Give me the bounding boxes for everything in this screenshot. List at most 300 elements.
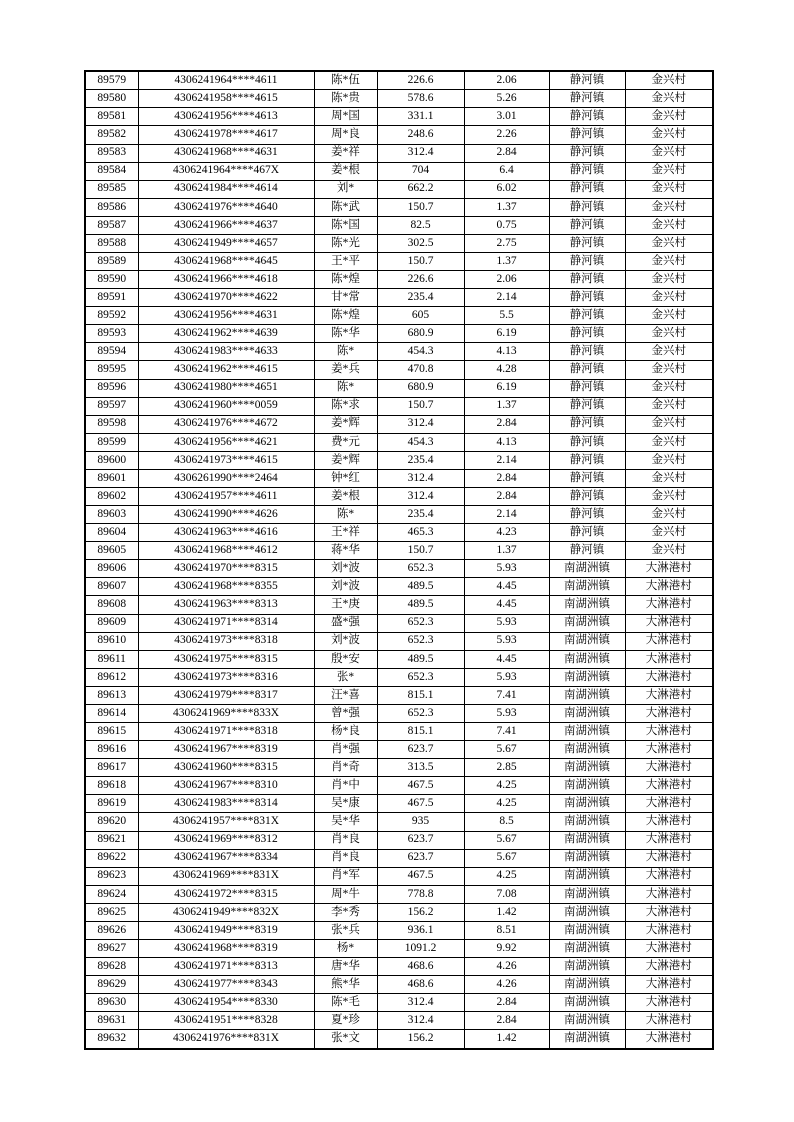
cell-town: 静河镇	[549, 180, 625, 198]
cell-masked-name: 陈*煌	[314, 271, 377, 289]
cell-amount: 704	[377, 162, 464, 180]
cell-village: 金兴村	[625, 216, 713, 234]
cell-masked-id-number: 4306241969****831X	[138, 867, 314, 885]
cell-village: 大淋港村	[625, 614, 713, 632]
cell-row-number: 89625	[85, 903, 138, 921]
cell-masked-id-number: 4306241990****4626	[138, 506, 314, 524]
cell-amount: 226.6	[377, 71, 464, 90]
cell-secondary-amount: 2.84	[464, 1012, 549, 1030]
cell-masked-id-number: 4306241969****833X	[138, 704, 314, 722]
cell-row-number: 89617	[85, 759, 138, 777]
cell-village: 大淋港村	[625, 668, 713, 686]
cell-village: 大淋港村	[625, 903, 713, 921]
cell-secondary-amount: 7.08	[464, 885, 549, 903]
cell-secondary-amount: 4.23	[464, 524, 549, 542]
cell-masked-name: 姜*根	[314, 162, 377, 180]
cell-town: 静河镇	[549, 144, 625, 162]
cell-village: 金兴村	[625, 469, 713, 487]
table-row	[85, 1012, 713, 1030]
table-row	[85, 542, 713, 560]
cell-masked-name: 陈*贵	[314, 90, 377, 108]
cell-row-number: 89611	[85, 650, 138, 668]
cell-secondary-amount: 5.26	[464, 90, 549, 108]
cell-town: 静河镇	[549, 415, 625, 433]
cell-amount: 936.1	[377, 921, 464, 939]
cell-town: 静河镇	[549, 90, 625, 108]
cell-amount: 623.7	[377, 741, 464, 759]
cell-masked-id-number: 4306241971****8318	[138, 723, 314, 741]
cell-row-number: 89612	[85, 668, 138, 686]
cell-row-number: 89596	[85, 379, 138, 397]
cell-town: 静河镇	[549, 524, 625, 542]
cell-masked-id-number: 4306241964****4611	[138, 71, 314, 90]
cell-town: 南湖洲镇	[549, 578, 625, 596]
table-row	[85, 488, 713, 506]
cell-masked-name: 肖*中	[314, 777, 377, 795]
cell-village: 金兴村	[625, 488, 713, 506]
cell-masked-id-number: 4306241970****4622	[138, 289, 314, 307]
cell-amount: 235.4	[377, 506, 464, 524]
cell-village: 大淋港村	[625, 958, 713, 976]
table-row	[85, 289, 713, 307]
cell-amount: 815.1	[377, 686, 464, 704]
cell-masked-id-number: 4306241963****8313	[138, 596, 314, 614]
table-row	[85, 596, 713, 614]
cell-masked-name: 姜*辉	[314, 451, 377, 469]
cell-masked-name: 姜*根	[314, 488, 377, 506]
table-row	[85, 958, 713, 976]
cell-masked-name: 刘*波	[314, 578, 377, 596]
cell-secondary-amount: 5.93	[464, 614, 549, 632]
cell-town: 静河镇	[549, 253, 625, 271]
cell-row-number: 89581	[85, 108, 138, 126]
cell-masked-id-number: 4306261990****2464	[138, 469, 314, 487]
cell-town: 静河镇	[549, 71, 625, 90]
cell-town: 南湖洲镇	[549, 831, 625, 849]
cell-village: 大淋港村	[625, 849, 713, 867]
cell-masked-id-number: 4306241960****8315	[138, 759, 314, 777]
cell-village: 大淋港村	[625, 596, 713, 614]
cell-amount: 156.2	[377, 1030, 464, 1049]
table-row	[85, 885, 713, 903]
cell-row-number: 89601	[85, 469, 138, 487]
cell-masked-name: 肖*良	[314, 831, 377, 849]
cell-town: 南湖洲镇	[549, 976, 625, 994]
cell-secondary-amount: 1.37	[464, 397, 549, 415]
cell-amount: 623.7	[377, 849, 464, 867]
table-row	[85, 343, 713, 361]
cell-row-number: 89624	[85, 885, 138, 903]
table-row	[85, 614, 713, 632]
cell-town: 南湖洲镇	[549, 849, 625, 867]
cell-town: 静河镇	[549, 198, 625, 216]
cell-village: 大淋港村	[625, 921, 713, 939]
cell-town: 静河镇	[549, 289, 625, 307]
cell-town: 静河镇	[549, 271, 625, 289]
cell-town: 南湖洲镇	[549, 650, 625, 668]
table-row	[85, 71, 713, 90]
cell-amount: 652.3	[377, 704, 464, 722]
cell-town: 南湖洲镇	[549, 939, 625, 957]
cell-amount: 235.4	[377, 451, 464, 469]
cell-masked-name: 陈*华	[314, 325, 377, 343]
cell-village: 金兴村	[625, 198, 713, 216]
cell-secondary-amount: 4.45	[464, 578, 549, 596]
cell-row-number: 89620	[85, 813, 138, 831]
cell-town: 南湖洲镇	[549, 813, 625, 831]
cell-town: 静河镇	[549, 397, 625, 415]
table-row	[85, 976, 713, 994]
table-row	[85, 506, 713, 524]
cell-secondary-amount: 4.26	[464, 976, 549, 994]
cell-amount: 82.5	[377, 216, 464, 234]
cell-amount: 467.5	[377, 777, 464, 795]
cell-secondary-amount: 4.26	[464, 958, 549, 976]
cell-secondary-amount: 8.51	[464, 921, 549, 939]
cell-row-number: 89599	[85, 433, 138, 451]
cell-town: 南湖洲镇	[549, 759, 625, 777]
cell-town: 南湖洲镇	[549, 795, 625, 813]
cell-village: 金兴村	[625, 90, 713, 108]
cell-town: 静河镇	[549, 162, 625, 180]
cell-amount: 302.5	[377, 234, 464, 252]
cell-village: 金兴村	[625, 415, 713, 433]
cell-amount: 465.3	[377, 524, 464, 542]
cell-masked-name: 刘*	[314, 180, 377, 198]
table-row	[85, 632, 713, 650]
cell-village: 大淋港村	[625, 741, 713, 759]
cell-secondary-amount: 4.45	[464, 650, 549, 668]
table-row	[85, 469, 713, 487]
cell-town: 静河镇	[549, 361, 625, 379]
cell-masked-id-number: 4306241949****8319	[138, 921, 314, 939]
cell-masked-name: 蒋*华	[314, 542, 377, 560]
cell-secondary-amount: 4.25	[464, 867, 549, 885]
table-row	[85, 144, 713, 162]
cell-secondary-amount: 2.84	[464, 994, 549, 1012]
cell-amount: 652.3	[377, 668, 464, 686]
cell-secondary-amount: 8.5	[464, 813, 549, 831]
cell-masked-name: 甘*常	[314, 289, 377, 307]
cell-masked-id-number: 4306241956****4613	[138, 108, 314, 126]
table-row	[85, 686, 713, 704]
cell-secondary-amount: 5.93	[464, 632, 549, 650]
table-row	[85, 560, 713, 578]
table-row	[85, 813, 713, 831]
cell-village: 金兴村	[625, 162, 713, 180]
cell-masked-id-number: 4306241967****8319	[138, 741, 314, 759]
cell-row-number: 89606	[85, 560, 138, 578]
cell-town: 南湖洲镇	[549, 903, 625, 921]
cell-masked-id-number: 4306241957****4611	[138, 488, 314, 506]
cell-amount: 150.7	[377, 397, 464, 415]
cell-town: 南湖洲镇	[549, 885, 625, 903]
cell-masked-id-number: 4306241963****4616	[138, 524, 314, 542]
cell-masked-id-number: 4306241958****4615	[138, 90, 314, 108]
cell-town: 南湖洲镇	[549, 994, 625, 1012]
cell-masked-id-number: 4306241968****4612	[138, 542, 314, 560]
cell-row-number: 89619	[85, 795, 138, 813]
cell-secondary-amount: 5.5	[464, 307, 549, 325]
cell-town: 静河镇	[549, 506, 625, 524]
cell-masked-id-number: 4306241978****4617	[138, 126, 314, 144]
cell-secondary-amount: 2.84	[464, 469, 549, 487]
table-row	[85, 361, 713, 379]
cell-secondary-amount: 7.41	[464, 686, 549, 704]
cell-town: 南湖洲镇	[549, 867, 625, 885]
cell-masked-name: 杨*良	[314, 723, 377, 741]
cell-village: 金兴村	[625, 307, 713, 325]
cell-village: 金兴村	[625, 524, 713, 542]
cell-secondary-amount: 1.37	[464, 198, 549, 216]
cell-masked-name: 王*祥	[314, 524, 377, 542]
cell-masked-id-number: 4306241970****8315	[138, 560, 314, 578]
cell-amount: 778.8	[377, 885, 464, 903]
cell-row-number: 89600	[85, 451, 138, 469]
cell-town: 南湖洲镇	[549, 614, 625, 632]
cell-amount: 312.4	[377, 1012, 464, 1030]
cell-secondary-amount: 1.37	[464, 253, 549, 271]
table-row	[85, 433, 713, 451]
table-row	[85, 198, 713, 216]
cell-masked-id-number: 4306241980****4651	[138, 379, 314, 397]
cell-row-number: 89632	[85, 1030, 138, 1049]
cell-row-number: 89579	[85, 71, 138, 90]
cell-village: 大淋港村	[625, 994, 713, 1012]
cell-masked-name: 杨*	[314, 939, 377, 957]
cell-village: 金兴村	[625, 126, 713, 144]
cell-row-number: 89588	[85, 234, 138, 252]
cell-town: 南湖洲镇	[549, 1012, 625, 1030]
cell-masked-name: 周*良	[314, 126, 377, 144]
cell-masked-name: 陈*煌	[314, 307, 377, 325]
cell-amount: 489.5	[377, 650, 464, 668]
cell-row-number: 89584	[85, 162, 138, 180]
cell-masked-id-number: 4306241967****8310	[138, 777, 314, 795]
cell-masked-name: 王*庚	[314, 596, 377, 614]
cell-amount: 312.4	[377, 994, 464, 1012]
table-row	[85, 741, 713, 759]
cell-village: 大淋港村	[625, 1012, 713, 1030]
cell-amount: 454.3	[377, 343, 464, 361]
cell-masked-name: 陈*毛	[314, 994, 377, 1012]
cell-masked-id-number: 4306241966****4637	[138, 216, 314, 234]
cell-masked-id-number: 4306241968****8355	[138, 578, 314, 596]
cell-row-number: 89614	[85, 704, 138, 722]
cell-masked-name: 陈*武	[314, 198, 377, 216]
table-row	[85, 108, 713, 126]
cell-secondary-amount: 0.75	[464, 216, 549, 234]
cell-masked-name: 张*兵	[314, 921, 377, 939]
cell-masked-name: 肖*强	[314, 741, 377, 759]
cell-secondary-amount: 7.41	[464, 723, 549, 741]
cell-row-number: 89592	[85, 307, 138, 325]
table-row	[85, 180, 713, 198]
cell-row-number: 89593	[85, 325, 138, 343]
cell-masked-id-number: 4306241973****8318	[138, 632, 314, 650]
cell-row-number: 89629	[85, 976, 138, 994]
cell-row-number: 89618	[85, 777, 138, 795]
cell-amount: 454.3	[377, 433, 464, 451]
cell-row-number: 89608	[85, 596, 138, 614]
cell-amount: 312.4	[377, 488, 464, 506]
cell-masked-name: 陈*	[314, 506, 377, 524]
cell-village: 大淋港村	[625, 867, 713, 885]
cell-amount: 226.6	[377, 271, 464, 289]
cell-masked-id-number: 4306241983****8314	[138, 795, 314, 813]
cell-row-number: 89628	[85, 958, 138, 976]
cell-amount: 652.3	[377, 560, 464, 578]
table-row	[85, 415, 713, 433]
table-row	[85, 126, 713, 144]
cell-amount: 815.1	[377, 723, 464, 741]
cell-masked-id-number: 4306241975****8315	[138, 650, 314, 668]
cell-row-number: 89604	[85, 524, 138, 542]
cell-town: 静河镇	[549, 216, 625, 234]
cell-town: 静河镇	[549, 234, 625, 252]
cell-masked-id-number: 4306241976****831X	[138, 1030, 314, 1049]
cell-row-number: 89582	[85, 126, 138, 144]
cell-row-number: 89622	[85, 849, 138, 867]
cell-town: 静河镇	[549, 469, 625, 487]
cell-masked-name: 刘*波	[314, 560, 377, 578]
cell-row-number: 89621	[85, 831, 138, 849]
cell-village: 大淋港村	[625, 650, 713, 668]
cell-town: 南湖洲镇	[549, 777, 625, 795]
cell-masked-name: 周*牛	[314, 885, 377, 903]
table-row	[85, 307, 713, 325]
cell-secondary-amount: 5.93	[464, 668, 549, 686]
cell-secondary-amount: 6.19	[464, 325, 549, 343]
cell-village: 大淋港村	[625, 704, 713, 722]
cell-secondary-amount: 5.67	[464, 741, 549, 759]
cell-row-number: 89590	[85, 271, 138, 289]
cell-town: 静河镇	[549, 379, 625, 397]
table-row	[85, 795, 713, 813]
cell-row-number: 89605	[85, 542, 138, 560]
cell-masked-name: 陈*求	[314, 397, 377, 415]
cell-row-number: 89589	[85, 253, 138, 271]
table-row	[85, 253, 713, 271]
cell-masked-name: 刘*波	[314, 632, 377, 650]
cell-secondary-amount: 5.67	[464, 849, 549, 867]
cell-masked-name: 陈*	[314, 343, 377, 361]
cell-amount: 470.8	[377, 361, 464, 379]
cell-amount: 312.4	[377, 415, 464, 433]
cell-town: 南湖洲镇	[549, 723, 625, 741]
cell-village: 金兴村	[625, 379, 713, 397]
cell-village: 金兴村	[625, 397, 713, 415]
cell-row-number: 89594	[85, 343, 138, 361]
cell-town: 南湖洲镇	[549, 686, 625, 704]
cell-row-number: 89631	[85, 1012, 138, 1030]
cell-amount: 680.9	[377, 379, 464, 397]
cell-town: 南湖洲镇	[549, 596, 625, 614]
cell-masked-name: 钟*红	[314, 469, 377, 487]
cell-amount: 312.4	[377, 469, 464, 487]
table-row	[85, 1030, 713, 1049]
cell-village: 大淋港村	[625, 976, 713, 994]
table-row	[85, 451, 713, 469]
cell-masked-name: 陈*伍	[314, 71, 377, 90]
cell-amount: 468.6	[377, 976, 464, 994]
cell-masked-id-number: 4306241956****4621	[138, 433, 314, 451]
cell-secondary-amount: 2.06	[464, 271, 549, 289]
cell-town: 南湖洲镇	[549, 560, 625, 578]
cell-row-number: 89597	[85, 397, 138, 415]
cell-village: 大淋港村	[625, 632, 713, 650]
cell-secondary-amount: 5.67	[464, 831, 549, 849]
cell-secondary-amount: 2.85	[464, 759, 549, 777]
cell-town: 南湖洲镇	[549, 1030, 625, 1049]
table-row	[85, 759, 713, 777]
table-row	[85, 849, 713, 867]
cell-town: 南湖洲镇	[549, 632, 625, 650]
table-row	[85, 524, 713, 542]
cell-village: 大淋港村	[625, 939, 713, 957]
cell-masked-name: 李*秀	[314, 903, 377, 921]
table-row	[85, 379, 713, 397]
cell-masked-name: 肖*奇	[314, 759, 377, 777]
cell-secondary-amount: 4.25	[464, 777, 549, 795]
table-row	[85, 90, 713, 108]
cell-town: 南湖洲镇	[549, 958, 625, 976]
cell-masked-id-number: 4306241956****4631	[138, 307, 314, 325]
cell-masked-name: 夏*珍	[314, 1012, 377, 1030]
table-row	[85, 397, 713, 415]
cell-village: 金兴村	[625, 271, 713, 289]
table-row	[85, 704, 713, 722]
cell-village: 大淋港村	[625, 777, 713, 795]
cell-secondary-amount: 1.37	[464, 542, 549, 560]
cell-village: 金兴村	[625, 180, 713, 198]
cell-secondary-amount: 1.42	[464, 903, 549, 921]
cell-row-number: 89580	[85, 90, 138, 108]
cell-village: 金兴村	[625, 253, 713, 271]
cell-masked-id-number: 4306241962****4639	[138, 325, 314, 343]
cell-village: 金兴村	[625, 71, 713, 90]
cell-row-number: 89602	[85, 488, 138, 506]
cell-masked-name: 肖*军	[314, 867, 377, 885]
cell-masked-name: 姜*兵	[314, 361, 377, 379]
cell-masked-id-number: 4306241951****8328	[138, 1012, 314, 1030]
cell-amount: 605	[377, 307, 464, 325]
table-row	[85, 994, 713, 1012]
table-row	[85, 668, 713, 686]
cell-amount: 662.2	[377, 180, 464, 198]
cell-village: 大淋港村	[625, 813, 713, 831]
cell-masked-id-number: 4306241976****4672	[138, 415, 314, 433]
cell-row-number: 89586	[85, 198, 138, 216]
cell-amount: 468.6	[377, 958, 464, 976]
cell-masked-name: 吴*华	[314, 813, 377, 831]
cell-town: 静河镇	[549, 433, 625, 451]
cell-secondary-amount: 2.84	[464, 488, 549, 506]
cell-amount: 313.5	[377, 759, 464, 777]
cell-masked-id-number: 4306241977****8343	[138, 976, 314, 994]
cell-secondary-amount: 4.25	[464, 795, 549, 813]
cell-row-number: 89623	[85, 867, 138, 885]
cell-village: 金兴村	[625, 343, 713, 361]
cell-masked-id-number: 4306241967****8334	[138, 849, 314, 867]
cell-row-number: 89609	[85, 614, 138, 632]
table-row	[85, 162, 713, 180]
cell-row-number: 89598	[85, 415, 138, 433]
cell-masked-id-number: 4306241973****8316	[138, 668, 314, 686]
cell-amount: 489.5	[377, 578, 464, 596]
table-row	[85, 271, 713, 289]
cell-masked-name: 殷*安	[314, 650, 377, 668]
